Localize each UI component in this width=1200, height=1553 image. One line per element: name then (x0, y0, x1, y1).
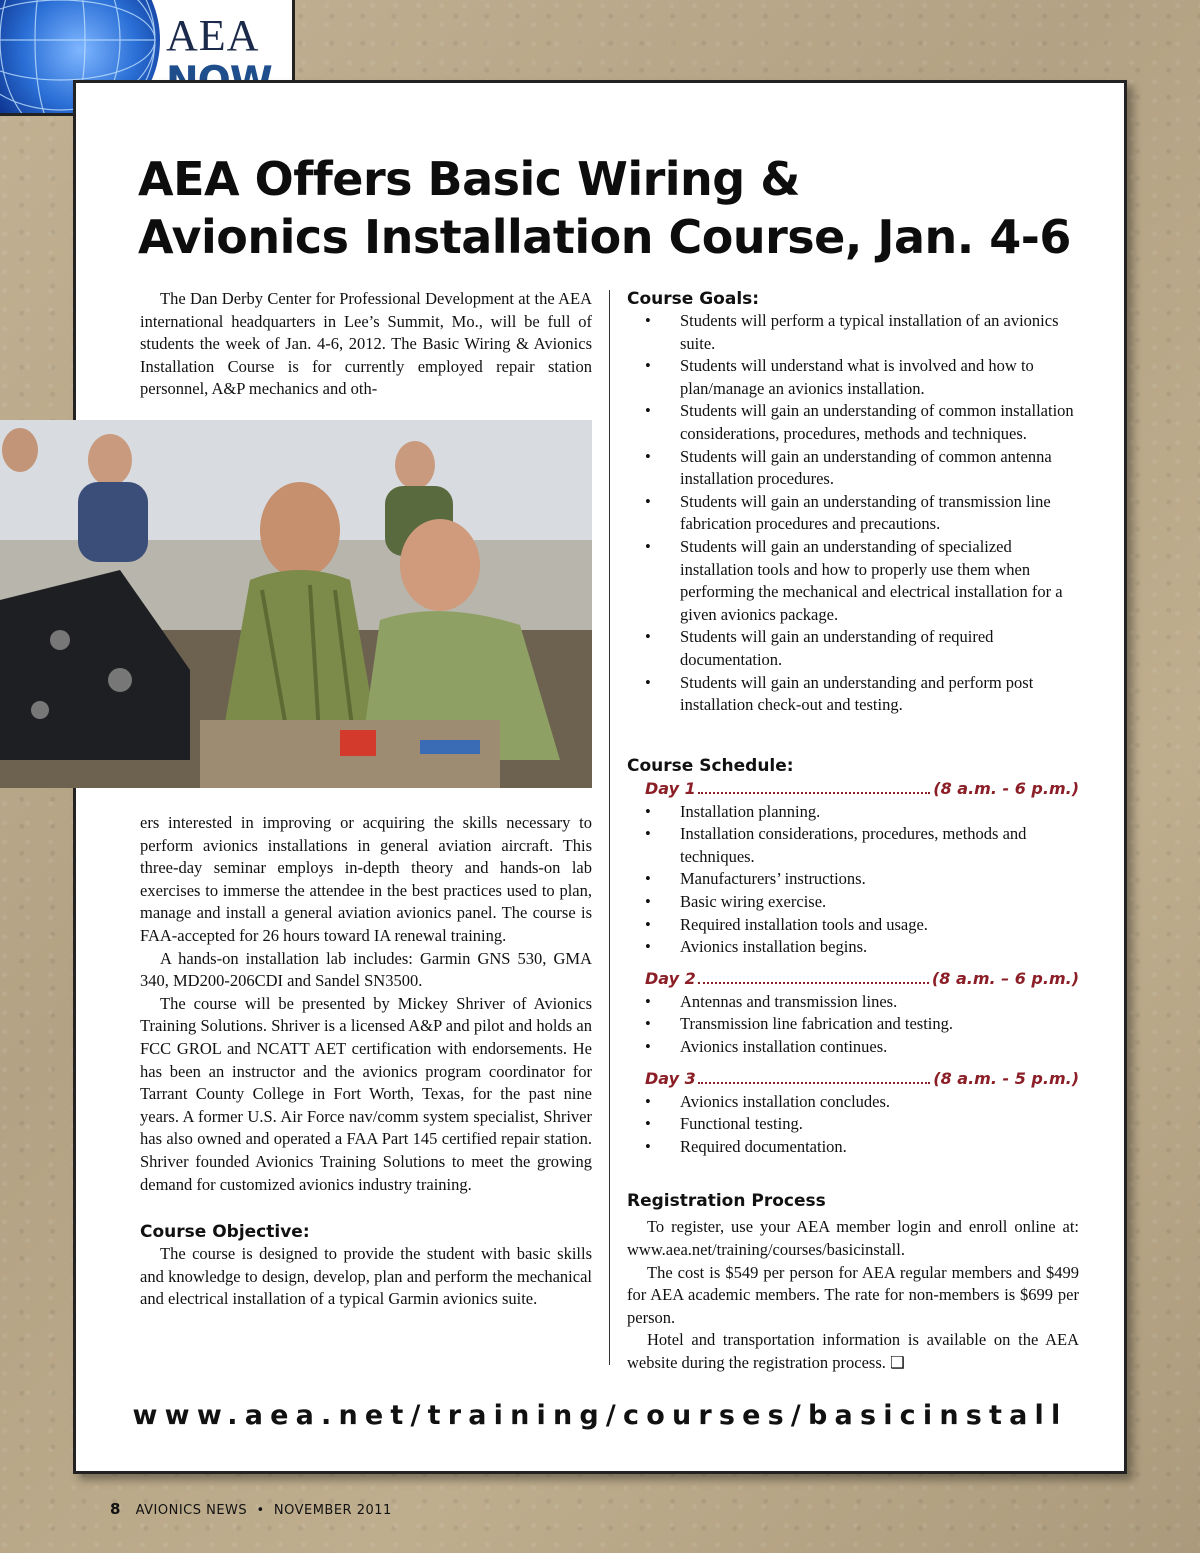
classroom-photo (0, 420, 592, 788)
instructor-paragraph: The course will be presented by Mickey Shriver of Avionics Training Solutions. Shriver is a licensed A&P and pilot and holds an FCC GROL and NCATT AET certification with endorsements. He has been an instructor and the avionics program coordinator for Tarrant County College in Fort Worth, Texas, for the past nine years. A former U.S. Air Force nav/comm system specialist, Shriver has also owned and operated a FAA Part 145 certified repair station. Shriver founded Avionics Training Solutions to meet the growing demand for customized avionics industry training. (140, 993, 592, 1194)
list-item: • Students will gain an understanding of common antenna installation procedures. (627, 446, 1079, 491)
leader-dots (698, 792, 931, 794)
list-item: • Students will gain an understanding of common installation considerations, procedures, methods and techniques. (627, 400, 1079, 445)
day-3-list (627, 1091, 1079, 1159)
pricing-paragraph: The cost is $549 per person for AEA regular members and $499 for AEA academic members. The rate for non-members is $699 per person. (627, 1262, 1079, 1327)
leader-dots (698, 1082, 931, 1084)
headline-line-1: AEA Offers Basic Wiring & (138, 152, 800, 206)
day-3-header (627, 1067, 1079, 1091)
intro-paragraph: The Dan Derby Center for Professional Development at the AEA international headquarters in Lee’s Summit, Mo., will be full of students the week of Jan. 4-6, 2012. The Basic Wiring & Avionics Installation Course is for currently employed repair station personnel, A&P mechanics and oth- (140, 289, 592, 399)
list-item: • Installation considerations, procedures, methods and techniques. (627, 823, 1079, 868)
leader-dots (698, 982, 929, 984)
list-item: • Required installation tools and usage. (627, 914, 1079, 937)
list-item: • Avionics installation continues. (627, 1036, 1079, 1059)
publication-name: AVIONICS NEWS (135, 1503, 248, 1518)
list-item: • Students will gain an understanding and perform post installation check-out and testing. (627, 672, 1079, 717)
intro-continued-paragraph: ers interested in improving or acquiring the skills necessary to perform avionics installations in general aviation aircraft. This three-day seminar employs in-depth theory and hands-on lab exercises to immerse the attendee in the best practices used to plan, manage and install a general aviation avionics panel. The course is FAA-accepted for 26 hours toward IA renewal training. (140, 813, 592, 945)
day-label: Day 3 (645, 1068, 696, 1088)
page-number: 8 (110, 1500, 121, 1518)
list-item: • Avionics installation begins. (627, 936, 1079, 959)
day-2-list (627, 991, 1079, 1059)
list-item: • Installation planning. (627, 801, 1079, 824)
day-1-list (627, 801, 1079, 959)
list-item: • Students will understand what is involved and how to plan/manage an avionics installation. (627, 355, 1079, 400)
list-item: • Students will perform a typical installation of an avionics suite. (627, 310, 1079, 355)
intro-column-bottom (140, 812, 592, 1311)
right-column (627, 288, 1079, 1375)
day-label: Day 1 (645, 778, 696, 798)
list-item: • Students will gain an understanding of transmission line fabrication procedures and precautions. (627, 491, 1079, 536)
day-time: (8 a.m. – 6 p.m.) (931, 968, 1079, 988)
registration-heading: Registration Process (627, 1191, 826, 1212)
registration-paragraph: To register, use your AEA member login and enroll online at: www.aea.net/training/courses/basicinstall. (627, 1217, 1079, 1259)
schedule-heading: Course Schedule: (627, 755, 794, 776)
logo-aea-text: AEA (166, 11, 260, 60)
issue-date: NOVEMBER 2011 (273, 1503, 392, 1518)
headline (138, 150, 1098, 266)
list-item: • Avionics installation concludes. (627, 1091, 1079, 1114)
hotel-paragraph: Hotel and transportation information is available on the AEA website during the registration process. ❑ (627, 1330, 1079, 1372)
registration-section (627, 1190, 1079, 1374)
page-footer (110, 1500, 392, 1518)
day-time: (8 a.m. - 6 p.m.) (933, 778, 1079, 798)
objective-text: The course is designed to provide the student with basic skills and knowledge to design, develop, plan and perform the mechanical and electrical installation of a typical Garmin avionics suite. (140, 1244, 592, 1309)
list-item: • Basic wiring exercise. (627, 891, 1079, 914)
list-item: • Antennas and transmission lines. (627, 991, 1079, 1014)
footer-separator: • (256, 1503, 265, 1518)
goals-list (627, 310, 1079, 717)
lab-paragraph: A hands-on installation lab includes: Garmin GNS 530, GMA 340, MD200-206CDI and Sandel SN3500. (140, 948, 592, 991)
list-item: • Manufacturers’ instructions. (627, 868, 1079, 891)
objective-heading: Course Objective: (140, 1222, 310, 1243)
column-divider (609, 290, 610, 1365)
day-2-header (627, 967, 1079, 991)
day-time: (8 a.m. - 5 p.m.) (933, 1068, 1079, 1088)
footer-url[interactable]: www.aea.net/training/courses/basicinstall (132, 1400, 1068, 1431)
day-1-header (627, 777, 1079, 801)
goals-heading: Course Goals: (627, 289, 760, 309)
list-item: • Transmission line fabrication and testing. (627, 1013, 1079, 1036)
intro-column-top (140, 288, 592, 401)
headline-line-2: Avionics Installation Course, Jan. 4-6 (138, 210, 1071, 264)
list-item: • Functional testing. (627, 1113, 1079, 1136)
day-label: Day 2 (645, 968, 696, 988)
list-item: • Students will gain an understanding of specialized installation tools and how to properly use them when performing the mechanical and electrical installation for a given avionics package. (627, 536, 1079, 626)
list-item: • Required documentation. (627, 1136, 1079, 1159)
list-item: • Students will gain an understanding of required documentation. (627, 626, 1079, 671)
